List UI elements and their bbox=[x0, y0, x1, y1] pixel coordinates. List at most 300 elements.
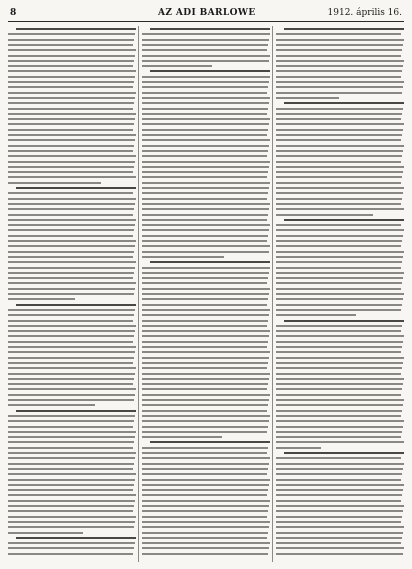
text-line bbox=[142, 468, 268, 470]
text-line bbox=[276, 341, 403, 343]
text-line bbox=[276, 373, 401, 375]
text-line bbox=[276, 245, 401, 247]
text-line bbox=[8, 81, 134, 83]
text-line bbox=[276, 510, 403, 512]
text-line bbox=[8, 267, 135, 269]
text-line bbox=[276, 65, 403, 67]
text-line bbox=[8, 468, 133, 470]
text-line bbox=[142, 277, 268, 279]
text-line bbox=[142, 229, 269, 231]
text-line bbox=[8, 526, 134, 528]
text-line bbox=[8, 341, 133, 343]
column-divider bbox=[138, 26, 139, 562]
text-line bbox=[8, 489, 133, 491]
text-line bbox=[276, 134, 402, 136]
text-line bbox=[142, 436, 222, 438]
text-line bbox=[276, 70, 402, 72]
text-line bbox=[276, 229, 404, 231]
text-line bbox=[142, 134, 267, 136]
text-line bbox=[142, 394, 270, 396]
text-line bbox=[276, 150, 403, 152]
text-line bbox=[276, 505, 404, 507]
text-line bbox=[142, 150, 268, 152]
text-line bbox=[8, 346, 136, 348]
text-line bbox=[142, 304, 267, 306]
text-line bbox=[142, 388, 267, 390]
text-line bbox=[8, 484, 134, 486]
text-line bbox=[142, 335, 269, 337]
text-line bbox=[276, 108, 403, 110]
text-line bbox=[8, 394, 135, 396]
text-line bbox=[8, 420, 134, 422]
text-line bbox=[142, 505, 269, 507]
text-line bbox=[8, 500, 135, 502]
text-line bbox=[276, 304, 402, 306]
text-line bbox=[276, 235, 403, 237]
text-line bbox=[8, 383, 133, 385]
text-line bbox=[276, 282, 402, 284]
text-line bbox=[142, 288, 270, 290]
text-line bbox=[276, 256, 403, 258]
text-line bbox=[276, 404, 403, 406]
text-line bbox=[276, 378, 404, 380]
text-line bbox=[142, 55, 270, 57]
text-line bbox=[8, 219, 136, 221]
column-divider bbox=[272, 26, 273, 562]
text-line bbox=[276, 346, 402, 348]
text-line bbox=[142, 129, 268, 131]
text-line bbox=[276, 500, 401, 502]
text-line bbox=[142, 415, 270, 417]
text-line bbox=[8, 261, 136, 263]
text-line bbox=[8, 39, 134, 41]
text-line bbox=[142, 113, 267, 115]
text-line bbox=[142, 240, 267, 242]
text-line bbox=[142, 108, 268, 110]
text-line bbox=[8, 256, 133, 258]
text-line bbox=[142, 256, 224, 258]
text-line bbox=[142, 325, 267, 327]
text-line bbox=[16, 304, 136, 306]
text-line bbox=[142, 479, 270, 481]
text-line bbox=[142, 489, 268, 491]
text-line bbox=[8, 505, 134, 507]
text-line bbox=[8, 166, 134, 168]
text-line bbox=[8, 293, 134, 295]
text-line bbox=[276, 441, 404, 443]
text-line bbox=[142, 463, 269, 465]
text-line bbox=[8, 479, 135, 481]
text-line bbox=[8, 86, 133, 88]
text-line bbox=[142, 457, 270, 459]
text-line bbox=[142, 410, 267, 412]
text-line bbox=[8, 102, 134, 104]
text-line bbox=[8, 92, 136, 94]
text-line bbox=[142, 320, 268, 322]
text-line bbox=[276, 123, 404, 125]
text-line bbox=[142, 187, 269, 189]
text-line bbox=[8, 494, 136, 496]
text-line bbox=[142, 145, 269, 147]
text-line bbox=[8, 123, 134, 125]
text-line bbox=[8, 288, 135, 290]
text-line bbox=[276, 489, 403, 491]
text-line bbox=[142, 123, 269, 125]
text-line bbox=[276, 293, 404, 295]
text-line bbox=[276, 357, 404, 359]
text-line bbox=[8, 229, 134, 231]
text-line bbox=[142, 341, 268, 343]
text-line bbox=[284, 452, 404, 454]
text-line bbox=[276, 431, 402, 433]
text-line bbox=[8, 516, 136, 518]
text-line bbox=[276, 288, 401, 290]
text-line bbox=[142, 526, 269, 528]
text-line bbox=[8, 145, 134, 147]
text-line bbox=[276, 198, 402, 200]
text-line bbox=[142, 542, 270, 544]
text-line bbox=[276, 97, 339, 99]
text-line bbox=[276, 537, 402, 539]
text-line bbox=[8, 521, 135, 523]
text-line bbox=[276, 399, 404, 401]
text-line bbox=[8, 97, 135, 99]
header-rule bbox=[8, 21, 404, 22]
text-line bbox=[8, 155, 136, 157]
text-line bbox=[142, 309, 270, 311]
text-line bbox=[142, 65, 212, 67]
text-line bbox=[142, 192, 268, 194]
text-line bbox=[8, 65, 133, 67]
text-line bbox=[8, 436, 135, 438]
text-line bbox=[276, 457, 401, 459]
text-line bbox=[276, 547, 404, 549]
text-column-right bbox=[276, 26, 404, 564]
text-line bbox=[142, 351, 270, 353]
text-line bbox=[142, 298, 268, 300]
issue-date: 1912. április 16. bbox=[327, 8, 402, 18]
text-line bbox=[276, 44, 403, 46]
text-line bbox=[8, 457, 135, 459]
text-line bbox=[8, 542, 135, 544]
text-line bbox=[142, 267, 270, 269]
text-line bbox=[142, 86, 268, 88]
text-line bbox=[276, 208, 404, 210]
text-line bbox=[8, 282, 136, 284]
text-line bbox=[8, 362, 133, 364]
text-line bbox=[284, 320, 404, 322]
text-line bbox=[284, 28, 404, 30]
text-line bbox=[276, 155, 402, 157]
text-line bbox=[8, 245, 135, 247]
text-line bbox=[276, 526, 404, 528]
text-line bbox=[8, 309, 135, 311]
text-line bbox=[276, 309, 401, 311]
text-line bbox=[150, 70, 270, 72]
text-line bbox=[276, 118, 401, 120]
text-line bbox=[8, 463, 134, 465]
running-head bbox=[8, 6, 404, 20]
text-line bbox=[276, 473, 402, 475]
text-line bbox=[276, 49, 402, 51]
text-line bbox=[142, 219, 267, 221]
text-line bbox=[142, 521, 270, 523]
text-line bbox=[276, 76, 401, 78]
text-line bbox=[276, 325, 402, 327]
text-line bbox=[276, 113, 402, 115]
text-line bbox=[8, 49, 136, 51]
text-line bbox=[8, 431, 136, 433]
text-line bbox=[8, 113, 136, 115]
text-line bbox=[8, 214, 133, 216]
text-line bbox=[276, 516, 402, 518]
text-line bbox=[8, 532, 83, 534]
text-line bbox=[276, 182, 401, 184]
text-line bbox=[142, 139, 270, 141]
text-line bbox=[276, 468, 403, 470]
text-line bbox=[142, 81, 269, 83]
text-line bbox=[8, 176, 136, 178]
text-line bbox=[276, 86, 403, 88]
text-line bbox=[142, 60, 269, 62]
text-line bbox=[142, 293, 269, 295]
text-line bbox=[276, 335, 404, 337]
text-line bbox=[276, 420, 404, 422]
text-line bbox=[276, 532, 403, 534]
text-line bbox=[8, 367, 136, 369]
text-line bbox=[142, 447, 268, 449]
text-line bbox=[276, 362, 403, 364]
text-line bbox=[276, 553, 403, 555]
text-line bbox=[8, 224, 135, 226]
text-line bbox=[8, 426, 133, 428]
text-line bbox=[276, 479, 401, 481]
text-line bbox=[276, 240, 402, 242]
text-line bbox=[142, 420, 269, 422]
text-line bbox=[142, 176, 267, 178]
text-line bbox=[276, 267, 401, 269]
text-line bbox=[142, 155, 267, 157]
text-line bbox=[8, 553, 133, 555]
text-line bbox=[8, 388, 136, 390]
text-line bbox=[142, 399, 269, 401]
text-line bbox=[8, 60, 134, 62]
text-line bbox=[142, 346, 267, 348]
text-line bbox=[276, 251, 404, 253]
text-line bbox=[16, 410, 136, 412]
text-line bbox=[276, 187, 404, 189]
text-line bbox=[8, 510, 133, 512]
text-line bbox=[276, 542, 401, 544]
text-line bbox=[142, 251, 269, 253]
text-line bbox=[276, 176, 402, 178]
text-line bbox=[276, 463, 404, 465]
text-line bbox=[142, 516, 267, 518]
text-line bbox=[8, 192, 133, 194]
text-line bbox=[8, 441, 134, 443]
text-line bbox=[142, 76, 270, 78]
text-line bbox=[142, 235, 268, 237]
text-line bbox=[142, 118, 270, 120]
text-line bbox=[276, 351, 401, 353]
text-line bbox=[8, 150, 133, 152]
text-line bbox=[8, 182, 101, 184]
text-line bbox=[276, 272, 404, 274]
text-line bbox=[8, 198, 136, 200]
text-line bbox=[8, 373, 135, 375]
text-line bbox=[276, 39, 404, 41]
text-line bbox=[142, 367, 267, 369]
text-line bbox=[142, 224, 270, 226]
text-line bbox=[8, 251, 134, 253]
text-line bbox=[142, 431, 267, 433]
text-line bbox=[8, 70, 136, 72]
text-line bbox=[284, 219, 404, 221]
text-line bbox=[8, 139, 135, 141]
text-line bbox=[142, 39, 269, 41]
text-line bbox=[276, 161, 401, 163]
text-line bbox=[8, 161, 135, 163]
text-line bbox=[276, 494, 402, 496]
text-line bbox=[284, 102, 404, 104]
text-line bbox=[8, 235, 133, 237]
text-line bbox=[276, 81, 404, 83]
text-line bbox=[276, 129, 403, 131]
text-line bbox=[8, 76, 135, 78]
text-line bbox=[276, 394, 401, 396]
text-line bbox=[142, 510, 268, 512]
text-line bbox=[276, 383, 403, 385]
text-line bbox=[276, 171, 403, 173]
text-line bbox=[276, 314, 356, 316]
text-line bbox=[276, 139, 401, 141]
text-line bbox=[8, 320, 133, 322]
text-line bbox=[142, 97, 270, 99]
text-line bbox=[8, 473, 136, 475]
text-line bbox=[276, 426, 403, 428]
text-column-left bbox=[8, 26, 136, 564]
text-line bbox=[8, 129, 133, 131]
text-line bbox=[142, 92, 267, 94]
text-line bbox=[8, 134, 136, 136]
text-line bbox=[8, 330, 135, 332]
text-line bbox=[276, 261, 402, 263]
text-line bbox=[8, 277, 133, 279]
text-line bbox=[276, 166, 404, 168]
text-line bbox=[142, 426, 268, 428]
text-line bbox=[16, 187, 136, 189]
text-line bbox=[16, 537, 136, 539]
text-line bbox=[142, 49, 267, 51]
text-line bbox=[142, 314, 269, 316]
text-line bbox=[142, 362, 268, 364]
text-line bbox=[276, 410, 402, 412]
text-line bbox=[142, 171, 268, 173]
text-line bbox=[276, 55, 401, 57]
text-line bbox=[150, 441, 270, 443]
text-line bbox=[8, 447, 133, 449]
text-line bbox=[142, 532, 268, 534]
text-line bbox=[8, 298, 75, 300]
text-line bbox=[142, 537, 267, 539]
text-line bbox=[142, 357, 269, 359]
text-line bbox=[142, 373, 270, 375]
text-line bbox=[142, 166, 269, 168]
text-line bbox=[276, 447, 321, 449]
text-line bbox=[142, 383, 268, 385]
text-line bbox=[276, 33, 401, 35]
text-line bbox=[8, 108, 133, 110]
text-line bbox=[8, 399, 134, 401]
text-line bbox=[142, 203, 270, 205]
text-line bbox=[276, 203, 401, 205]
text-line bbox=[142, 473, 267, 475]
text-line bbox=[8, 208, 134, 210]
text-line bbox=[8, 325, 136, 327]
text-line bbox=[142, 547, 269, 549]
text-line bbox=[276, 415, 401, 417]
text-line bbox=[276, 484, 404, 486]
text-line bbox=[276, 277, 403, 279]
text-line bbox=[142, 452, 267, 454]
text-line bbox=[8, 357, 134, 359]
text-line bbox=[142, 330, 270, 332]
text-line bbox=[276, 436, 401, 438]
text-line bbox=[8, 171, 133, 173]
text-line bbox=[8, 378, 134, 380]
text-line bbox=[142, 102, 269, 104]
text-line bbox=[8, 351, 135, 353]
text-line bbox=[142, 500, 270, 502]
text-line bbox=[8, 452, 136, 454]
text-line bbox=[142, 282, 267, 284]
text-line bbox=[276, 224, 401, 226]
text-line bbox=[142, 214, 268, 216]
text-line bbox=[8, 272, 134, 274]
masthead: AZ ADI BARLOWE bbox=[158, 8, 256, 18]
text-line bbox=[8, 404, 95, 406]
text-line bbox=[276, 192, 403, 194]
text-column-center bbox=[142, 26, 270, 564]
text-line bbox=[276, 388, 402, 390]
text-line bbox=[8, 240, 136, 242]
text-line bbox=[8, 314, 134, 316]
text-line bbox=[8, 415, 135, 417]
text-line bbox=[142, 484, 269, 486]
text-line bbox=[150, 261, 270, 263]
text-line bbox=[8, 203, 135, 205]
text-line bbox=[276, 298, 403, 300]
text-line bbox=[142, 33, 270, 35]
text-line bbox=[142, 208, 269, 210]
page-number: 8 bbox=[10, 8, 17, 18]
text-line bbox=[8, 44, 133, 46]
text-line bbox=[8, 335, 134, 337]
text-line bbox=[142, 161, 270, 163]
text-line bbox=[276, 214, 373, 216]
text-line bbox=[8, 33, 135, 35]
text-line bbox=[142, 245, 270, 247]
text-line bbox=[276, 145, 404, 147]
text-line bbox=[276, 367, 402, 369]
text-line bbox=[142, 182, 270, 184]
text-line bbox=[142, 272, 269, 274]
text-line bbox=[142, 198, 267, 200]
text-line bbox=[8, 547, 134, 549]
text-line bbox=[142, 44, 268, 46]
text-line bbox=[150, 28, 270, 30]
text-line bbox=[142, 378, 269, 380]
